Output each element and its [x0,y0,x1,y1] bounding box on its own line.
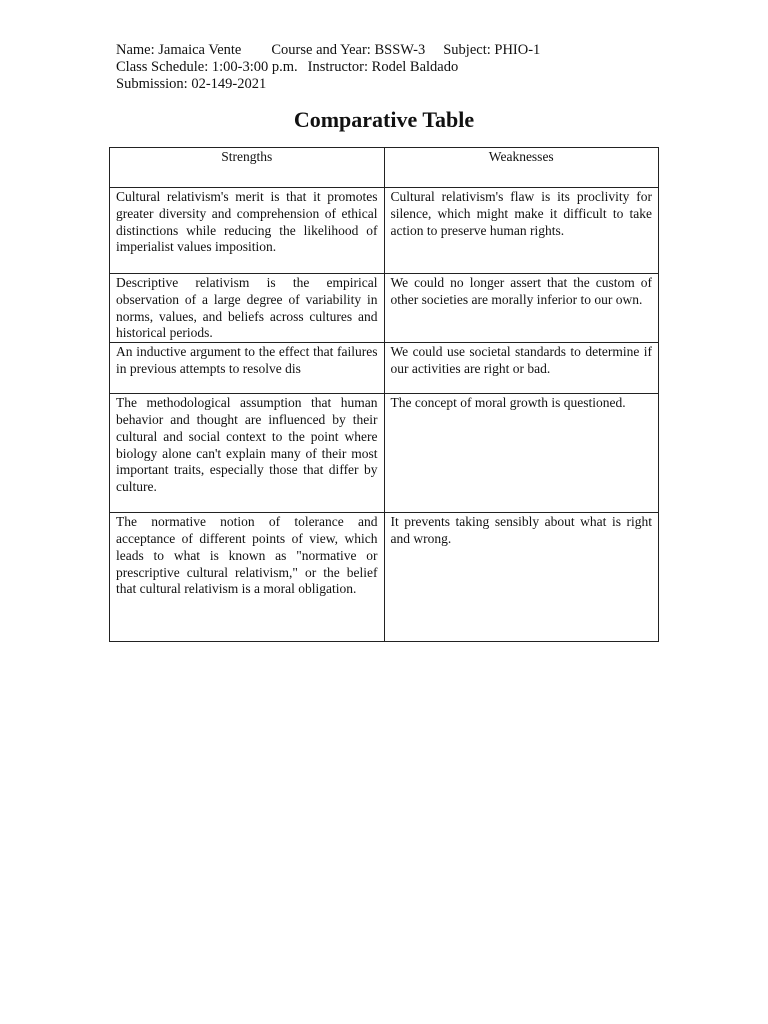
header-line-3 [116,76,540,93]
strength-cell: The methodological assumption that human behavior and thought are influenced by their cultural and social context to the point where biology alone can't explain many of their most important traits, especially those that differ by culture. [110,394,385,513]
table-header-row [110,148,659,188]
table-row [110,274,659,343]
table-row [110,513,659,642]
comparative-table [109,147,659,642]
course-year: Course and Year: BSSW-3 [271,42,426,58]
weakness-cell: The concept of moral growth is questioned. [384,394,659,513]
strength-cell: Descriptive relativism is the empirical observation of a large degree of variability in norms, values, and beliefs across cultures and historical periods. [110,274,385,343]
column-header-weaknesses: Weaknesses [384,148,659,188]
weakness-cell: It prevents taking sensibly about what is right and wrong. [384,513,659,642]
subject: Subject: PHIO-1 [443,42,541,58]
weakness-cell: Cultural relativism's flaw is its proclivity for silence, which might make it difficult to take action to preserve human rights. [384,188,659,274]
strength-cell: The normative notion of tolerance and acceptance of different points of view, which leads to what is known as "normative or prescriptive cultural relativism," or the belief that cultural relativism is a moral obligation. [110,513,385,642]
instructor: Instructor: Rodel Baldado [307,59,459,75]
table-row [110,394,659,513]
submission-date: Submission: 02-149-2021 [116,76,267,92]
weakness-cell: We could no longer assert that the custom of other societies are morally inferior to our own. [384,274,659,343]
weakness-cell: We could use societal standards to determine if our activities are right or bad. [384,343,659,394]
header-line-1 [116,42,540,59]
table-row [110,188,659,274]
table-row [110,343,659,394]
page-title: Comparative Table [293,107,475,132]
student-name: Name: Jamaica Vente [116,42,242,58]
strength-cell: An inductive argument to the effect that failures in previous attempts to resolve dis [110,343,385,394]
strength-cell: Cultural relativism's merit is that it promotes greater diversity and comprehension of ethical distinctions while reducing the likelihood of imperialist values imposition. [110,188,385,274]
column-header-strengths: Strengths [110,148,385,188]
header-line-2 [116,59,540,76]
document-header [116,42,540,93]
class-schedule: Class Schedule: 1:00-3:00 p.m. [116,59,298,75]
